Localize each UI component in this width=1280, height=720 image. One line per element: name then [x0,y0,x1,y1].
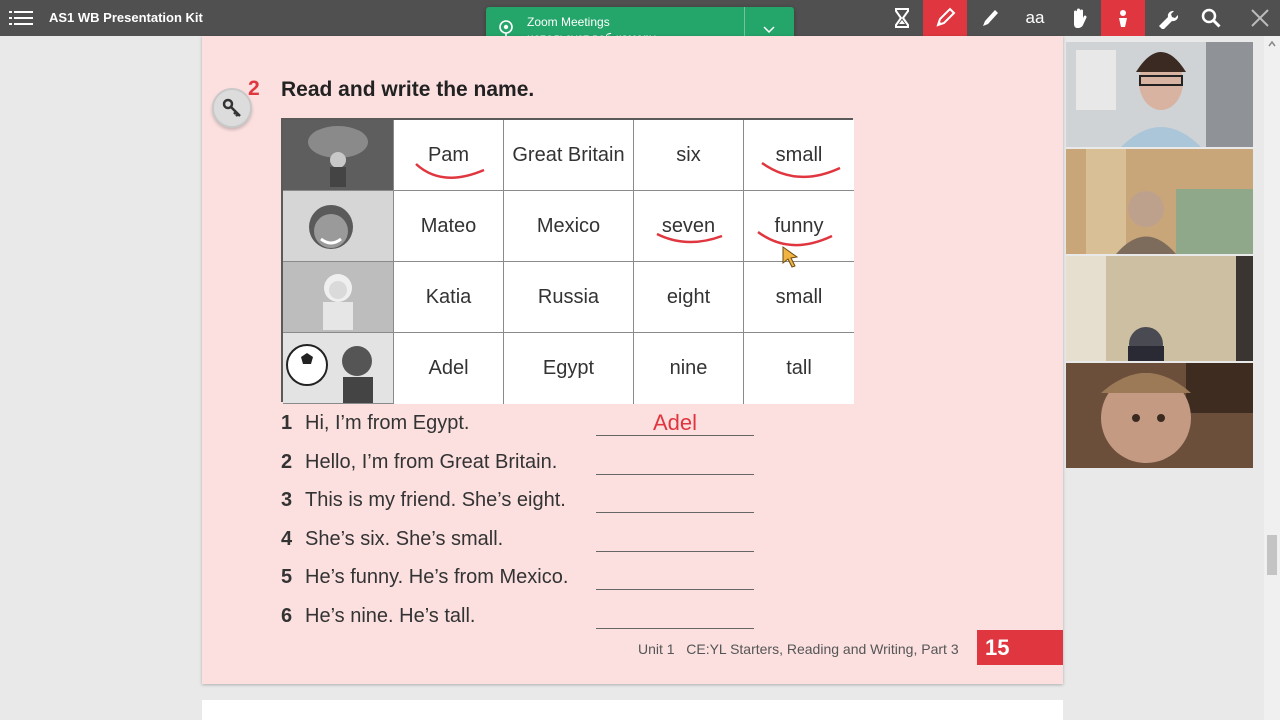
footer-caption: Unit 1 CE:YL Starters, Reading and Writing, Part 3 [638,641,959,657]
table-cell: eight [634,262,744,333]
sentence-item [281,605,475,631]
sentence-number: 3 [281,489,293,512]
sentence-number: 2 [281,450,293,473]
tools-icon [1156,7,1178,29]
close-icon [1249,7,1271,29]
photo-boy-football [283,333,394,404]
photo-boy-smiling [283,191,394,262]
table-cell: funny [744,191,854,262]
sentence-item [281,489,566,515]
tools-button[interactable] [1145,0,1189,36]
scrollbar-thumb[interactable] [1267,535,1277,575]
exercise-title: Read and write the name. [281,78,535,101]
notification-title: Zoom Meetings [527,15,610,29]
photo-baby [283,262,394,333]
workbook-page [202,36,1063,684]
next-page [202,700,1063,720]
sentence-number: 4 [281,527,293,550]
hourglass-icon [891,7,913,29]
text-size-icon: aa [1025,8,1045,27]
app-title: AS1 WB Presentation Kit [49,10,203,25]
timer-button[interactable] [880,0,924,36]
page-number: 15 [977,630,1063,665]
search-button[interactable] [1189,0,1233,36]
table-cell: small [744,262,854,333]
chevron-down-icon[interactable] [762,23,776,35]
close-button[interactable] [1238,0,1280,36]
table-cell: six [634,120,744,191]
vertical-scrollbar[interactable] [1264,36,1280,720]
search-icon [1200,7,1222,29]
name-table [281,118,853,402]
sentence-text: Hello, I’m from Great Britain. [305,450,558,473]
answer-field[interactable] [596,551,754,552]
sentence-item [281,412,469,438]
answer-field[interactable] [596,628,754,629]
sentence-text: She’s six. She’s small. [305,527,504,550]
table-cell: Egypt [504,333,634,404]
video-participant-2[interactable] [1066,149,1253,254]
sentence-number: 1 [281,412,293,434]
sentence-text: This is my friend. She’s eight. [305,489,566,512]
spotlight-icon [1112,7,1134,29]
sentence-text: He’s funny. He’s from Mexico. [305,566,569,589]
marker-icon [979,7,1001,29]
sentence-text: He’s nine. He’s tall. [305,605,476,627]
answer-field[interactable] [596,589,754,590]
pen-button[interactable] [923,0,967,36]
table-cell: Adel [394,333,504,404]
pen-icon [934,7,956,29]
table-cell: Russia [504,262,634,333]
answer-field[interactable] [596,474,754,475]
sentence-item [281,451,557,477]
sentence-number: 5 [281,566,293,589]
sentence-item [281,528,503,554]
table-cell: Great Britain [504,120,634,191]
hand-cursor-icon [780,244,802,270]
video-participant-3[interactable] [1066,256,1253,361]
marker-button[interactable] [968,0,1012,36]
answer-key-button[interactable] [212,88,252,128]
hand-button[interactable] [1057,0,1101,36]
table-cell: Mexico [504,191,634,262]
table-cell: tall [744,333,854,404]
spotlight-button[interactable] [1101,0,1145,36]
scroll-up-icon[interactable] [1268,40,1276,48]
menu-icon[interactable] [9,10,33,26]
hand-icon [1068,7,1090,29]
table-cell: Katia [394,262,504,333]
video-participant-1[interactable] [1066,42,1253,147]
table-cell: Pam [394,120,504,191]
sentence-text: Hi, I’m from Egypt. [305,412,470,434]
video-participant-4[interactable] [1066,363,1253,468]
exercise-number: 2 [248,77,260,100]
text-size-button[interactable] [1013,0,1057,36]
sentence-item [281,566,568,592]
answer-field[interactable] [596,512,754,513]
answer-text: Adel [652,410,698,435]
sentence-number: 6 [281,605,293,627]
table-cell: small [744,120,854,191]
key-icon [221,97,243,119]
table-cell: nine [634,333,744,404]
table-cell: seven [634,191,744,262]
table-cell: Mateo [394,191,504,262]
photo-girl-umbrella [283,120,394,191]
